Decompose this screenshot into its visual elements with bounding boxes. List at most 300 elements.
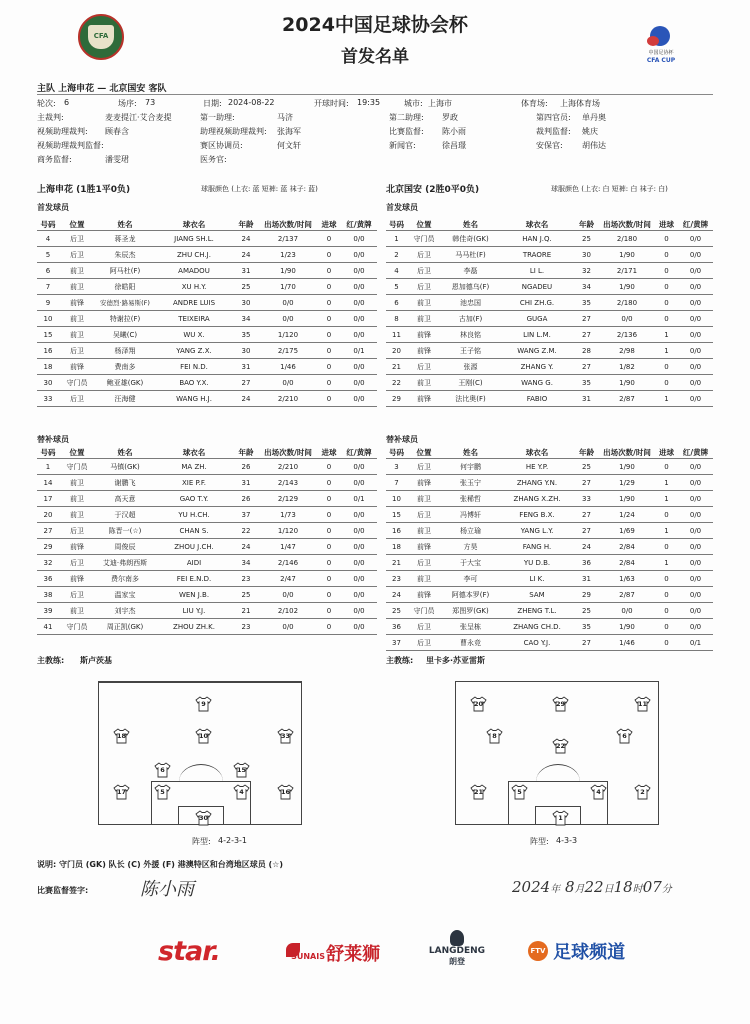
table-cell: 1/120 bbox=[259, 523, 317, 539]
table-cell: 后卫 bbox=[407, 507, 441, 523]
table-cell: 2/87 bbox=[599, 391, 655, 407]
table-cell: 30 bbox=[37, 375, 59, 391]
table-cell: 25 bbox=[574, 603, 599, 619]
official-name: 徐昌璟 bbox=[442, 141, 466, 150]
table-cell: 前锋 bbox=[407, 327, 441, 343]
home-formation: 4-2-3-1 bbox=[218, 836, 248, 845]
table-cell: 1/23 bbox=[259, 247, 317, 263]
table-cell: ZHOU ZH.K. bbox=[155, 619, 233, 635]
table-cell: 朱辰杰 bbox=[95, 247, 155, 263]
official-name: 潘雯珺 bbox=[105, 155, 129, 164]
official-label: 医务官: bbox=[200, 155, 227, 164]
column-header: 号码 bbox=[37, 218, 59, 231]
table-cell: ZHANG Y. bbox=[500, 359, 574, 375]
table-cell: 0/0 bbox=[678, 311, 713, 327]
table-cell: 1/29 bbox=[599, 475, 655, 491]
table-row bbox=[386, 539, 713, 555]
table-cell: 0/0 bbox=[678, 507, 713, 523]
official-name: 何文轩 bbox=[277, 141, 301, 150]
table-row bbox=[37, 343, 377, 359]
table-cell: 前卫 bbox=[59, 603, 95, 619]
table-cell: AMADOU bbox=[155, 263, 233, 279]
player-jersey-icon bbox=[552, 738, 569, 754]
table-cell: 1/90 bbox=[599, 375, 655, 391]
table-cell: 0/0 bbox=[678, 555, 713, 571]
table-cell: 吴曦(C) bbox=[95, 327, 155, 343]
table-cell: 30 bbox=[233, 343, 259, 359]
table-cell: 前卫 bbox=[407, 295, 441, 311]
table-header-row bbox=[37, 446, 377, 459]
table-cell: 2/180 bbox=[599, 231, 655, 247]
match-no-value: 73 bbox=[145, 98, 156, 107]
table-cell: 0 bbox=[655, 459, 678, 475]
table-row bbox=[37, 555, 377, 571]
table-cell: 0/0 bbox=[341, 327, 377, 343]
table-cell: 徐皓阳 bbox=[95, 279, 155, 295]
table-cell: 1/46 bbox=[259, 359, 317, 375]
table-cell: 0 bbox=[317, 247, 341, 263]
table-row bbox=[386, 311, 713, 327]
table-cell: 后卫 bbox=[407, 247, 441, 263]
table-cell: 前锋 bbox=[59, 359, 95, 375]
table-cell: 0 bbox=[655, 619, 678, 635]
table-cell: YU H.CH. bbox=[155, 507, 233, 523]
table-cell: FEI N.D. bbox=[155, 359, 233, 375]
table-cell: 25 bbox=[574, 231, 599, 247]
player-jersey-icon bbox=[195, 810, 212, 826]
jersey-number: 22 bbox=[555, 742, 566, 750]
table-cell: 28 bbox=[574, 343, 599, 359]
table-cell: 0 bbox=[317, 603, 341, 619]
table-cell: 1 bbox=[655, 391, 678, 407]
table-cell: 31 bbox=[233, 359, 259, 375]
table-cell: 2/137 bbox=[259, 231, 317, 247]
column-header: 球衣名 bbox=[155, 218, 233, 231]
table-cell: WU X. bbox=[155, 327, 233, 343]
table-cell: 0/0 bbox=[599, 603, 655, 619]
home-starters-label: 首发球员 bbox=[37, 203, 69, 212]
table-cell: ZHANG CH.D. bbox=[500, 619, 574, 635]
player-jersey-icon bbox=[154, 762, 171, 778]
table-cell: 后卫 bbox=[59, 587, 95, 603]
table-cell: 0/0 bbox=[599, 311, 655, 327]
kickoff-value: 19:35 bbox=[357, 98, 381, 107]
table-cell: 特谢拉(F) bbox=[95, 311, 155, 327]
table-cell: 前锋 bbox=[59, 539, 95, 555]
table-cell: 30 bbox=[233, 295, 259, 311]
table-cell: 24 bbox=[233, 231, 259, 247]
away-subs-table bbox=[386, 446, 713, 651]
table-cell: 0/0 bbox=[678, 391, 713, 407]
table-cell: 0/0 bbox=[678, 327, 713, 343]
table-cell: 0 bbox=[655, 587, 678, 603]
official-label: 安保官: bbox=[536, 141, 563, 150]
away-coach: 里卡多·苏亚雷斯 bbox=[426, 656, 486, 665]
home-team-name: 上海申花 (1胜1平0负) bbox=[37, 185, 131, 195]
official-label: 比赛监督: bbox=[389, 127, 424, 136]
table-cell: 前卫 bbox=[407, 523, 441, 539]
table-cell: 0/0 bbox=[259, 587, 317, 603]
table-cell: 谢鹏飞 bbox=[95, 475, 155, 491]
legend-note: 说明: 守门员 (GK) 队长 (C) 外援 (F) 港澳特区和台湾地区球员 (☆) bbox=[37, 860, 284, 869]
table-cell: 后卫 bbox=[59, 247, 95, 263]
table-row bbox=[37, 459, 377, 475]
table-cell: 35 bbox=[574, 619, 599, 635]
official-label: 视频助理裁判: bbox=[37, 127, 88, 136]
jersey-number: 5 bbox=[160, 788, 165, 796]
table-cell: 阿马杜(F) bbox=[95, 263, 155, 279]
table-row bbox=[37, 491, 377, 507]
table-cell: 前卫 bbox=[407, 375, 441, 391]
official-label: 视频助理裁判监督: bbox=[37, 141, 104, 150]
table-cell: 0/0 bbox=[341, 619, 377, 635]
table-cell: 5 bbox=[37, 247, 59, 263]
table-cell: 方昊 bbox=[441, 539, 500, 555]
table-cell: 0 bbox=[317, 295, 341, 311]
table-cell: 韩佳奇(GK) bbox=[441, 231, 500, 247]
column-header: 出场次数/时间 bbox=[599, 218, 655, 231]
page-title: 2024中国足球协会杯 bbox=[282, 14, 468, 36]
table-cell: 于汉超 bbox=[95, 507, 155, 523]
table-cell: 0/0 bbox=[341, 375, 377, 391]
column-header: 红/黄牌 bbox=[341, 446, 377, 459]
table-row bbox=[386, 359, 713, 375]
table-row bbox=[37, 587, 377, 603]
table-cell: 0/0 bbox=[678, 343, 713, 359]
table-row bbox=[386, 491, 713, 507]
table-cell: CHAN S. bbox=[155, 523, 233, 539]
table-cell: 鲍亚雄(GK) bbox=[95, 375, 155, 391]
table-cell: WANG G. bbox=[500, 375, 574, 391]
table-cell: 2 bbox=[386, 247, 407, 263]
table-cell: 29 bbox=[37, 539, 59, 555]
match-no-label: 场序: bbox=[118, 99, 137, 108]
table-cell: 14 bbox=[37, 475, 59, 491]
table-cell: 2/136 bbox=[599, 327, 655, 343]
table-cell: 24 bbox=[233, 391, 259, 407]
official-name: 顾春含 bbox=[105, 127, 129, 136]
table-row bbox=[37, 279, 377, 295]
away-starters-table bbox=[386, 218, 713, 407]
table-cell: 1/90 bbox=[599, 247, 655, 263]
column-header: 姓名 bbox=[441, 218, 500, 231]
official-label: 赛区协调员: bbox=[200, 141, 243, 150]
cup-logo-text-en: CFA CUP bbox=[646, 57, 676, 64]
table-cell: 马镇(GK) bbox=[95, 459, 155, 475]
table-cell: YANG Z.X. bbox=[155, 343, 233, 359]
player-jersey-icon bbox=[113, 728, 130, 744]
table-cell: 0/1 bbox=[678, 635, 713, 651]
city-value: 上海市 bbox=[428, 99, 452, 108]
table-cell: 恩加德乌(F) bbox=[441, 279, 500, 295]
official-label: 新闻官: bbox=[389, 141, 416, 150]
table-cell: ZHANG Y.N. bbox=[500, 475, 574, 491]
table-cell: 前卫 bbox=[59, 491, 95, 507]
table-row bbox=[37, 295, 377, 311]
jersey-number: 4 bbox=[596, 788, 601, 796]
sponsor-star-logo: star. bbox=[158, 936, 220, 967]
jersey-number: 20 bbox=[473, 700, 484, 708]
table-cell: 1/69 bbox=[599, 523, 655, 539]
table-cell: GAO T.Y. bbox=[155, 491, 233, 507]
table-cell: 22 bbox=[233, 523, 259, 539]
table-cell: 36 bbox=[574, 555, 599, 571]
table-cell: 0 bbox=[655, 539, 678, 555]
table-cell: 前卫 bbox=[59, 263, 95, 279]
table-cell: 张玉宁 bbox=[441, 475, 500, 491]
table-cell: 守门员 bbox=[407, 231, 441, 247]
table-cell: 0 bbox=[317, 343, 341, 359]
player-jersey-icon bbox=[154, 784, 171, 800]
column-header: 号码 bbox=[37, 446, 59, 459]
official-name: 陈小雨 bbox=[442, 127, 466, 136]
table-row bbox=[386, 635, 713, 651]
column-header: 号码 bbox=[386, 446, 407, 459]
jersey-number: 1 bbox=[558, 814, 563, 822]
table-cell: 1 bbox=[655, 491, 678, 507]
column-header: 姓名 bbox=[95, 218, 155, 231]
home-subs-label: 替补球员 bbox=[37, 435, 69, 444]
column-header: 位置 bbox=[59, 218, 95, 231]
column-header: 位置 bbox=[59, 446, 95, 459]
table-cell: LI L. bbox=[500, 263, 574, 279]
table-cell: 后卫 bbox=[407, 459, 441, 475]
table-cell: SAM bbox=[500, 587, 574, 603]
table-cell: 0/0 bbox=[678, 523, 713, 539]
table-row bbox=[37, 311, 377, 327]
table-cell: 16 bbox=[386, 523, 407, 539]
table-cell: 李可 bbox=[441, 571, 500, 587]
table-cell: 33 bbox=[574, 491, 599, 507]
table-cell: 1/90 bbox=[599, 491, 655, 507]
official-label: 商务监督: bbox=[37, 155, 72, 164]
table-cell: 0/0 bbox=[678, 587, 713, 603]
table-cell: 0 bbox=[655, 571, 678, 587]
table-row bbox=[37, 375, 377, 391]
jersey-number: 8 bbox=[492, 732, 497, 740]
table-cell: 蒋圣龙 bbox=[95, 231, 155, 247]
table-cell: 前锋 bbox=[407, 343, 441, 359]
table-cell: 27 bbox=[574, 635, 599, 651]
table-cell: 古加(F) bbox=[441, 311, 500, 327]
sponsor-langdeng-logo: LANGDENG 朗登 bbox=[422, 930, 492, 967]
away-coach-label: 主教练: bbox=[386, 656, 414, 665]
page-subtitle: 首发名单 bbox=[341, 47, 409, 67]
table-cell: 0/0 bbox=[341, 263, 377, 279]
table-cell: 0 bbox=[317, 359, 341, 375]
table-row bbox=[386, 459, 713, 475]
jersey-number: 29 bbox=[555, 700, 566, 708]
table-cell: 35 bbox=[233, 327, 259, 343]
table-cell: XIE P.F. bbox=[155, 475, 233, 491]
jersey-number: 16 bbox=[280, 788, 291, 796]
player-jersey-icon bbox=[634, 696, 651, 712]
table-cell: 1/90 bbox=[259, 263, 317, 279]
table-cell: 0/1 bbox=[341, 343, 377, 359]
jersey-number: 17 bbox=[116, 788, 127, 796]
table-cell: 后卫 bbox=[59, 231, 95, 247]
table-cell: 0/0 bbox=[341, 603, 377, 619]
table-cell: 3 bbox=[386, 459, 407, 475]
table-cell: 0/0 bbox=[259, 375, 317, 391]
table-cell: LI K. bbox=[500, 571, 574, 587]
table-cell: ZHOU J.CH. bbox=[155, 539, 233, 555]
table-row bbox=[386, 475, 713, 491]
table-cell: 张呈栋 bbox=[441, 619, 500, 635]
table-cell: 费南多 bbox=[95, 359, 155, 375]
table-cell: 8 bbox=[386, 311, 407, 327]
table-cell: 10 bbox=[386, 491, 407, 507]
table-row bbox=[386, 247, 713, 263]
table-cell: 24 bbox=[233, 539, 259, 555]
table-cell: 1/90 bbox=[599, 619, 655, 635]
column-header: 出场次数/时间 bbox=[599, 446, 655, 459]
jersey-number: 11 bbox=[637, 700, 648, 708]
table-cell: 何宇鹏 bbox=[441, 459, 500, 475]
table-cell: 0 bbox=[655, 375, 678, 391]
table-cell: 2/47 bbox=[259, 571, 317, 587]
table-cell: 费尔南多 bbox=[95, 571, 155, 587]
table-row bbox=[386, 295, 713, 311]
table-header-row bbox=[386, 218, 713, 231]
table-cell: 1/90 bbox=[599, 459, 655, 475]
table-row bbox=[37, 523, 377, 539]
ftv-badge-icon: FTV bbox=[528, 941, 548, 961]
table-cell: 0/0 bbox=[341, 279, 377, 295]
player-jersey-icon bbox=[277, 784, 294, 800]
table-cell: 25 bbox=[386, 603, 407, 619]
table-cell: 4 bbox=[37, 231, 59, 247]
table-cell: WEN J.B. bbox=[155, 587, 233, 603]
table-cell: 0 bbox=[317, 555, 341, 571]
table-row bbox=[37, 539, 377, 555]
table-cell: 后卫 bbox=[59, 523, 95, 539]
column-header: 姓名 bbox=[441, 446, 500, 459]
table-cell: 0 bbox=[655, 247, 678, 263]
table-cell: 后卫 bbox=[407, 635, 441, 651]
table-cell: 0/0 bbox=[341, 523, 377, 539]
column-header: 号码 bbox=[386, 218, 407, 231]
table-cell: 0 bbox=[317, 619, 341, 635]
away-team-name: 北京国安 (2胜0平0负) bbox=[386, 185, 480, 195]
table-cell: 2/102 bbox=[259, 603, 317, 619]
langdeng-emblem-icon bbox=[450, 930, 464, 946]
jersey-number: 10 bbox=[198, 732, 209, 740]
table-cell: 0 bbox=[317, 491, 341, 507]
table-cell: 4 bbox=[386, 263, 407, 279]
table-row bbox=[386, 343, 713, 359]
table-cell: 33 bbox=[37, 391, 59, 407]
table-cell: 27 bbox=[574, 327, 599, 343]
table-cell: 1/73 bbox=[259, 507, 317, 523]
table-cell: 0/0 bbox=[341, 231, 377, 247]
table-row bbox=[386, 603, 713, 619]
table-cell: 杨立瑜 bbox=[441, 523, 500, 539]
table-cell: 27 bbox=[574, 507, 599, 523]
jersey-number: 6 bbox=[622, 732, 627, 740]
table-row bbox=[37, 231, 377, 247]
table-cell: 21 bbox=[386, 359, 407, 375]
table-cell: 0/0 bbox=[341, 311, 377, 327]
table-cell: 27 bbox=[574, 359, 599, 375]
table-cell: 39 bbox=[37, 603, 59, 619]
jersey-number: 15 bbox=[236, 766, 247, 774]
table-cell: 马马杜(F) bbox=[441, 247, 500, 263]
table-cell: 24 bbox=[386, 587, 407, 603]
table-cell: 23 bbox=[233, 571, 259, 587]
table-cell: 2/210 bbox=[259, 459, 317, 475]
table-cell: 1 bbox=[655, 555, 678, 571]
table-cell: 38 bbox=[37, 587, 59, 603]
table-row bbox=[386, 507, 713, 523]
table-cell: 2/129 bbox=[259, 491, 317, 507]
table-cell: 23 bbox=[386, 571, 407, 587]
table-cell: 法比奥(F) bbox=[441, 391, 500, 407]
away-starters-label: 首发球员 bbox=[386, 203, 418, 212]
jersey-number: 5 bbox=[517, 788, 522, 796]
table-cell: 前卫 bbox=[59, 507, 95, 523]
table-cell: 15 bbox=[386, 507, 407, 523]
table-cell: 0/0 bbox=[341, 571, 377, 587]
table-row bbox=[386, 571, 713, 587]
table-row bbox=[386, 327, 713, 343]
table-cell: MA ZH. bbox=[155, 459, 233, 475]
jersey-number: 30 bbox=[198, 814, 209, 822]
table-cell: 前锋 bbox=[407, 475, 441, 491]
table-cell: 0/0 bbox=[341, 247, 377, 263]
table-cell: ZHU CH.J. bbox=[155, 247, 233, 263]
table-header-row bbox=[386, 446, 713, 459]
table-cell: 前锋 bbox=[407, 539, 441, 555]
table-cell: 0/0 bbox=[341, 475, 377, 491]
table-row bbox=[37, 507, 377, 523]
table-row bbox=[386, 619, 713, 635]
column-header: 年龄 bbox=[233, 218, 259, 231]
table-cell: 27 bbox=[37, 523, 59, 539]
table-cell: 1/24 bbox=[599, 507, 655, 523]
player-jersey-icon bbox=[616, 728, 633, 744]
home-kit-colors: 球服颜色 (上衣: 蓝 短裤: 蓝 袜子: 蓝) bbox=[201, 185, 318, 193]
table-cell: 30 bbox=[574, 247, 599, 263]
column-header: 进球 bbox=[655, 218, 678, 231]
jersey-number: 18 bbox=[116, 732, 127, 740]
table-cell: 曹永竞 bbox=[441, 635, 500, 651]
table-cell: 后卫 bbox=[59, 391, 95, 407]
table-cell: 后卫 bbox=[407, 359, 441, 375]
sponsor-ftv-logo: FTV 足球频道 bbox=[528, 938, 625, 964]
official-label: 助理视频助理裁判: bbox=[200, 127, 267, 136]
table-cell: 1/90 bbox=[599, 279, 655, 295]
table-cell: 7 bbox=[386, 475, 407, 491]
table-cell: 后卫 bbox=[407, 263, 441, 279]
table-cell: 温家宝 bbox=[95, 587, 155, 603]
stadium-value: 上海体育场 bbox=[560, 99, 600, 108]
table-cell: WANG H.J. bbox=[155, 391, 233, 407]
table-cell: 0/0 bbox=[341, 459, 377, 475]
table-row bbox=[386, 375, 713, 391]
table-cell: 0/0 bbox=[259, 311, 317, 327]
table-cell: 6 bbox=[37, 263, 59, 279]
jersey-number: 4 bbox=[239, 788, 244, 796]
table-cell: 0/1 bbox=[341, 491, 377, 507]
table-cell: 2/84 bbox=[599, 539, 655, 555]
table-cell: 池忠国 bbox=[441, 295, 500, 311]
table-cell: 41 bbox=[37, 619, 59, 635]
table-row bbox=[37, 603, 377, 619]
table-cell: XU H.Y. bbox=[155, 279, 233, 295]
table-cell: 前卫 bbox=[407, 571, 441, 587]
table-cell: 0 bbox=[655, 231, 678, 247]
